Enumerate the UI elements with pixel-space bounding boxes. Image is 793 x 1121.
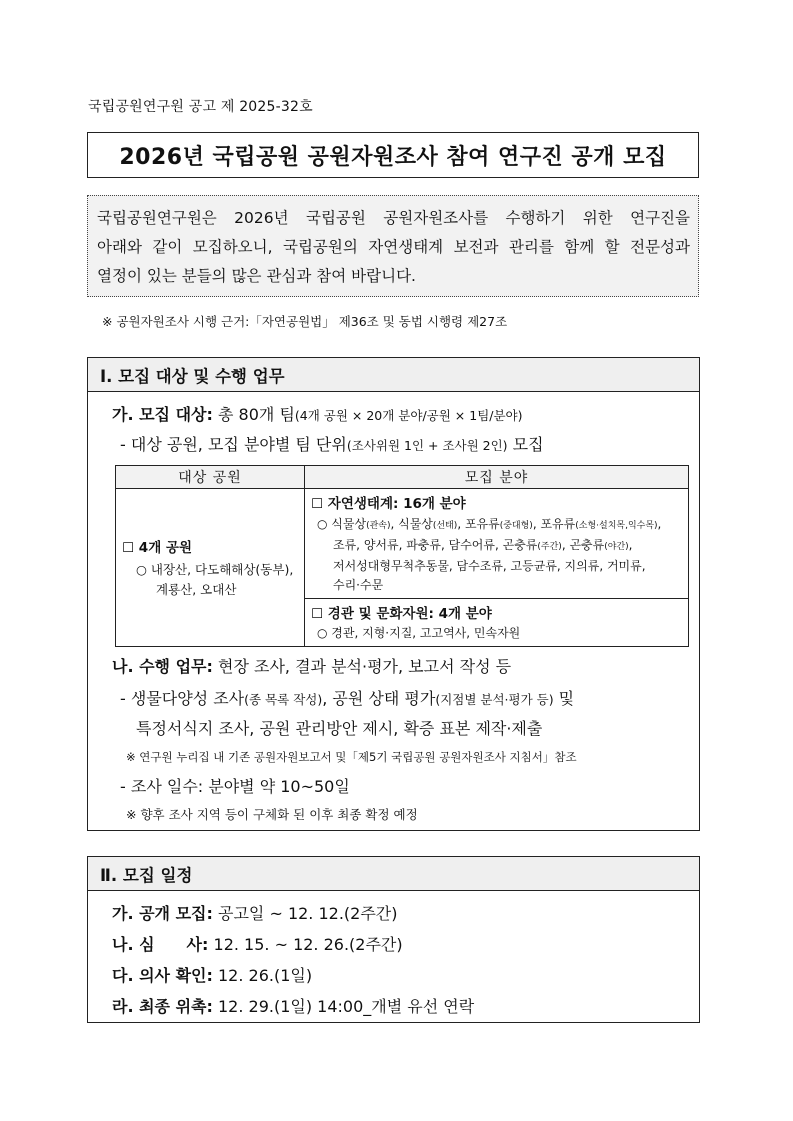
recruit-unit-post: 모집 [507,435,544,454]
eco-fields-cell [305,489,689,599]
parks-cell [116,489,305,647]
recruit-unit-text: - 대상 공원, 모집 분야별 팀 단위 [120,435,347,454]
landscape-line: ○ 경관, 지형·지질, 고고역사, 민속자원 [317,626,521,640]
page-title: 2026년 국립공원 공원자원조사 참여 연구진 공개 모집 [87,132,699,178]
eco-fields-title: ☐ 자연생태계: 16개 분야 [311,496,466,512]
schedule-item-3: 다. 의사 확인: 12. 26.(1일) [112,966,313,985]
parks-line-1: ○ 내장산, 다도해해상(동부), [136,561,294,577]
section-title: Ⅱ. 모집 일정 [88,857,699,891]
duties-text: 현장 조사, 결과 분석·평가, 보고서 작성 등 [218,657,512,676]
duties-label: 나. 수행 업무: [112,657,213,676]
recruit-table [115,465,689,647]
notice-number: 국립공원연구원 공고 제 2025-32호 [88,99,313,115]
schedule-item-4: 라. 최종 위촉: 12. 29.(1일) 14:00_개별 유선 연락 [112,997,475,1016]
survey-days-line: - 조사 일수: 분야별 약 10~50일 [120,777,350,796]
section-recruit-target [87,357,700,831]
landscape-fields-cell [305,599,689,647]
recruit-unit-line [120,432,544,455]
recruit-target-text: 총 80개 팀 [218,405,295,424]
recruit-target-label: 가. 모집 대상: [112,405,213,424]
parks-line-2: 계룡산, 오대산 [156,581,237,597]
parks-title: ☐ 4개 공원 [122,539,193,556]
duties-reference-note: ※ 연구원 누리집 내 기존 공원자원보고서 및「제5기 국립공원 공원자원조사 지침서」참조 [126,750,577,764]
legal-basis-note: ※ 공원자원조사 시행 근거:「자연공원법」 제36조 및 동법 시행령 제27조 [102,314,508,329]
table-header-parks: 대상 공원 [116,466,305,489]
eco-line-1: ○ 식물상(관속), 식물상(선태), 포유류(중대형), 포유류(소형·설치목,익수목), [317,517,662,531]
schedule-item-2: 나. 심 사: 12. 15. ~ 12. 26.(2주간) [112,935,403,954]
table-header-fields: 모집 분야 [305,466,689,489]
eco-line-2: 조류, 양서류, 파충류, 담수어류, 곤충류(주간), 곤충류(야간), [333,538,633,552]
intro-line-3: 열정이 있는 분들의 많은 관심과 참여 바랍니다. [97,267,416,285]
schedule-item-1: 가. 공개 모집: 공고일 ~ 12. 12.(2주간) [112,904,398,923]
duties-sub-line-1: - 생물다양성 조사(종 목록 작성), 공원 상태 평가(지점별 분석·평가 등) 및 [120,689,575,708]
recruit-unit-detail: (조사위원 1인 + 조사원 2인) [346,438,508,453]
landscape-fields-title: ☐ 경관 및 문화자원: 4개 분야 [311,606,492,622]
survey-days-note: ※ 향후 조사 지역 등이 구체화 된 이후 최종 확정 예정 [126,807,418,822]
intro-line-2: 아래와 같이 모집하오니, 국립공원의 자연생태계 보전과 관리를 함께 할 전문성과 [97,238,690,256]
duties-sub-line-2: 특정서식지 조사, 공원 관리방안 제시, 확증 표본 제작·제출 [136,719,543,738]
intro-box [87,195,699,297]
duties-line [112,654,511,677]
eco-line-3: 저서성대형무척추동물, 담수조류, 고등균류, 지의류, 거미류, [333,559,646,573]
section-title: Ⅰ. 모집 대상 및 수행 업무 [88,358,699,392]
section-schedule [87,856,700,1023]
recruit-target-line [112,402,523,425]
recruit-target-detail: (4개 공원 × 20개 분야/공원 × 1팀/분야) [294,408,523,423]
eco-line-4: 수리·수문 [333,578,384,592]
intro-line-1: 국립공원연구원은 2026년 국립공원 공원자원조사를 수행하기 위한 연구진을 [97,209,690,227]
